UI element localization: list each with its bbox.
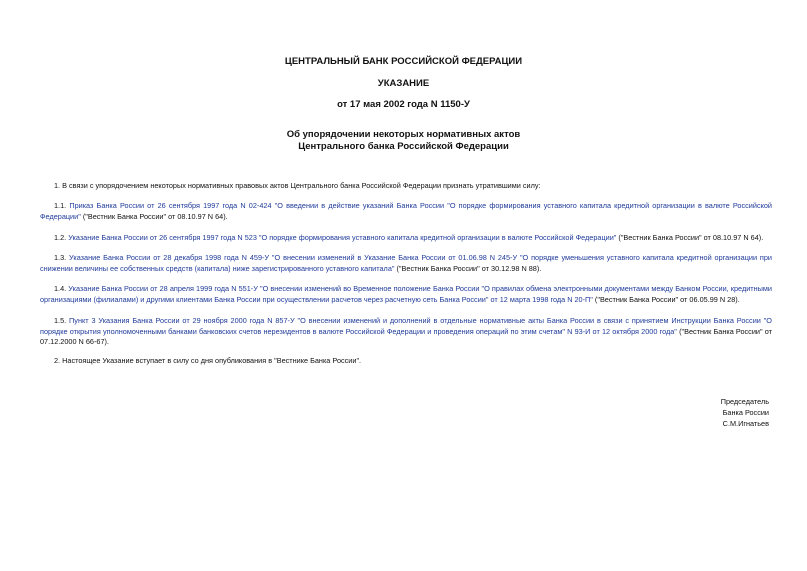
paragraph-1-1 (40, 201, 772, 222)
paragraph-1-4-number: 1.4. (54, 284, 69, 293)
paragraph-1-3-source: ("Вестник Банка России" от 30.12.98 N 88). (394, 263, 542, 273)
paragraph-1-2-link[interactable]: Указание Банка России от 26 сентября 1997 года N 523 "О порядке формирования уставного капитала кредитной организации в валюте Российской Федерации" (68, 233, 617, 242)
document-type: УКАЗАНИЕ (377, 78, 430, 89)
paragraph-1-4-source: ("Вестник Банка России" от 06.05.99 N 28). (592, 294, 740, 304)
issuer-heading: ЦЕНТРАЛЬНЫЙ БАНК РОССИЙСКОЙ ФЕДЕРАЦИИ (284, 56, 523, 67)
paragraph-1-5-link[interactable]: Пункт 3 Указания Банка России от 29 ноября 2000 года N 857-У "О внесении изменений и дополнений в отдельные нормативные акты Банка России в связи с принятием Инструкции Банка России "О порядке открытия уполномоченными банками банковских счетов нерезидентов в валюте Российской Федерации и проведения операций по этим счетам" N 93-И от 12 октября 2000 года" (40, 316, 772, 336)
signatory-position: Председатель (720, 397, 769, 406)
signatory-name: С.М.Игнатьев (722, 419, 769, 428)
paragraph-1-2 (40, 233, 772, 244)
paragraph-1-text: 1. В связи с упорядочением некоторых нормативных правовых актов Центрального банка Российской Федерации признать утратившими силу: (54, 181, 541, 190)
signatory-organization: Банка России (722, 408, 769, 417)
paragraph-1-3 (40, 253, 772, 274)
paragraph-1-2-number: 1.2. (54, 233, 69, 242)
paragraph-1-4-link[interactable]: Указание Банка России от 28 апреля 1999 года N 551-У "О внесении изменений во Временное положение Банка России "О правилах обмена электронными документами между Банком России, кредитными организациями (филиалами) и другими клиентами Банка России при осуществлении расчетов через расчетную сеть Банка России" от 12 марта 1998 года N 20-П" (40, 284, 772, 304)
paragraph-1-1-link[interactable]: Приказ Банка России от 26 сентября 1997 года N 02-424 "О введении в действие указаний Банка России "О порядке формирования уставного капитала кредитной организации в валюте Российской Федерации" (40, 201, 772, 221)
paragraph-2-text: 2. Настоящее Указание вступает в силу со дня опубликования в "Вестнике Банка России". (54, 356, 362, 365)
paragraph-1-1-number: 1.1. (54, 201, 70, 210)
paragraph-1-5-number: 1.5. (54, 316, 70, 325)
document-title-line-1: Об упорядочении некоторых нормативных актов (286, 129, 521, 140)
paragraph-1-3-link[interactable]: Указание Банка России от 28 декабря 1998 года N 459-У "О внесении изменений в Указание Банка России от 01.06.98 N 245-У "О порядке уменьшения уставного капитала кредитной организации при снижении величины ее собственных средств (капитала) ниже зарегистрированного уставного капитала" (40, 253, 772, 273)
paragraph-1-3-number: 1.3. (54, 253, 70, 262)
paragraph-2 (40, 356, 772, 367)
paragraph-1-2-source: ("Вестник Банка России" от 08.10.97 N 64). (616, 233, 764, 242)
paragraph-1-5 (40, 316, 772, 348)
document-title-line-2: Центрального банка Российской Федерации (298, 141, 509, 152)
paragraph-1-4 (40, 284, 772, 305)
document-date-number: от 17 мая 2002 года N 1150-У (337, 99, 470, 110)
paragraph-1 (40, 181, 772, 192)
paragraph-1-1-source: ("Вестник Банка России" от 08.10.97 N 64). (80, 211, 228, 221)
paragraph-1-5-source: ("Вестник Банка России" от 07.12.2000 N 66-67). (40, 326, 772, 346)
